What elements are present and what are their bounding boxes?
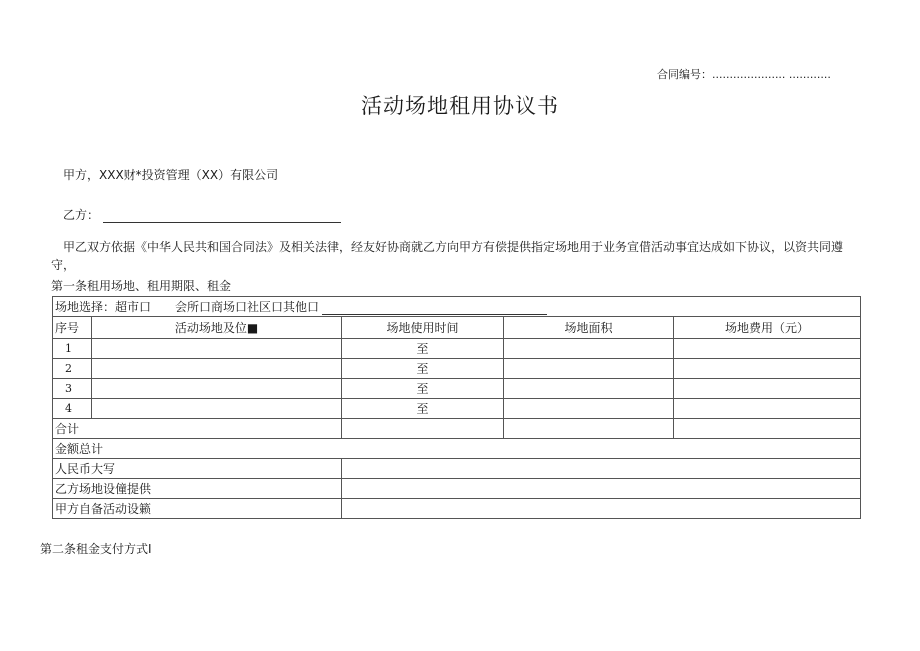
party-a-equipment-value-cell[interactable] <box>342 499 861 519</box>
table-row <box>53 359 861 379</box>
rental-table <box>52 296 861 519</box>
table-row <box>53 379 861 399</box>
header-fee: 场地费用（元） <box>674 317 861 339</box>
article-2-title: 第二条租金支付方式I <box>40 542 152 556</box>
row-time-cell[interactable]: 至 <box>342 379 504 399</box>
amount-total-label: 金额总计 <box>53 439 861 459</box>
rmb-upper-value-cell[interactable] <box>342 459 861 479</box>
party-b <box>63 206 341 223</box>
rmb-upper-row <box>53 459 861 479</box>
header-usage-time: 场地使用时间 <box>342 317 504 339</box>
rmb-upper-label: 人民币大写 <box>53 459 342 479</box>
row-venue-cell[interactable] <box>92 339 342 359</box>
row-venue-cell[interactable] <box>92 399 342 419</box>
row-seq: 3 <box>53 379 92 399</box>
contract-number-value: ..................... ............ <box>712 68 831 81</box>
row-fee-cell[interactable] <box>674 399 861 419</box>
row-venue-cell[interactable] <box>92 379 342 399</box>
total-label: 合计 <box>53 419 342 439</box>
party-b-equipment-row <box>53 479 861 499</box>
row-fee-cell[interactable] <box>674 339 861 359</box>
row-time-cell[interactable]: 至 <box>342 399 504 419</box>
row-venue-cell[interactable] <box>92 359 342 379</box>
party-a-equipment-label: 甲方自备活动设籁 <box>53 499 342 519</box>
party-a: 甲方，XXX财*投资管理（XX）有限公司 <box>63 168 279 182</box>
contract-number <box>657 66 831 82</box>
table-row <box>53 399 861 419</box>
row-area-cell[interactable] <box>504 339 674 359</box>
header-seq: 序号 <box>53 317 92 339</box>
party-b-label: 乙方： <box>63 208 100 222</box>
amount-total-row <box>53 439 861 459</box>
total-row <box>53 419 861 439</box>
row-seq: 1 <box>53 339 92 359</box>
contract-number-label: 合同编号： <box>657 68 712 81</box>
row-area-cell[interactable] <box>504 359 674 379</box>
row-area-cell[interactable] <box>504 399 674 419</box>
total-time-cell[interactable] <box>342 419 504 439</box>
row-time-cell[interactable]: 至 <box>342 339 504 359</box>
header-venue-location: 活动场地及位■ <box>92 317 342 339</box>
table-row <box>53 339 861 359</box>
party-a-equipment-row <box>53 499 861 519</box>
venue-selection-row <box>53 297 861 317</box>
row-seq: 2 <box>53 359 92 379</box>
header-area: 场地面积 <box>504 317 674 339</box>
party-b-equipment-value-cell[interactable] <box>342 479 861 499</box>
row-fee-cell[interactable] <box>674 379 861 399</box>
venue-selection-text: 场地选择：超市口 会所口商场口社区口其他口 <box>55 300 320 314</box>
document-title: 活动场地租用协议书 <box>361 94 559 118</box>
venue-selection-cell <box>53 297 861 317</box>
article-1-title: 第一条租用场地、租用期限、租金 <box>51 279 232 293</box>
row-seq: 4 <box>53 399 92 419</box>
table-header-row <box>53 317 861 339</box>
venue-other-blank-line[interactable] <box>322 302 547 315</box>
total-fee-cell[interactable] <box>674 419 861 439</box>
row-time-cell[interactable]: 至 <box>342 359 504 379</box>
row-fee-cell[interactable] <box>674 359 861 379</box>
row-area-cell[interactable] <box>504 379 674 399</box>
intro-paragraph: 甲乙双方依据《中华人民共和国合同法》及相关法律，经友好协商就乙方向甲方有偿提供指定场地用于业务宣借活动事宜达成如下协议，以资共同遵守， <box>51 240 844 272</box>
total-area-cell[interactable] <box>504 419 674 439</box>
party-b-blank-line[interactable] <box>103 210 341 223</box>
party-b-equipment-label: 乙方场地设僮提供 <box>53 479 342 499</box>
